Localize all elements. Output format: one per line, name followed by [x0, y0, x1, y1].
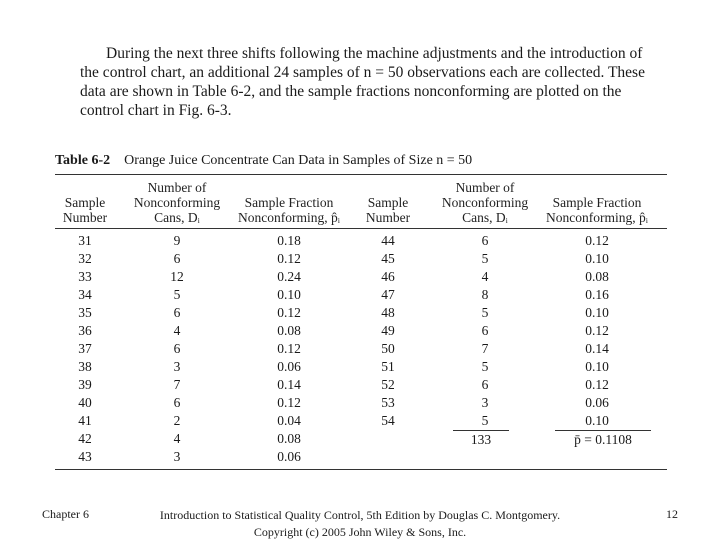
right-nonconforming-cans-cell: 133 [453, 430, 509, 449]
header-fraction-right [541, 195, 653, 225]
left-nonconforming-cans-cell: 4 [173, 323, 181, 338]
left-sample-number-cell: 38 [78, 359, 92, 374]
intro-paragraph [80, 44, 660, 120]
table-row [55, 394, 667, 412]
left-nonconforming-cans-cell: 5 [173, 287, 181, 302]
table-row [55, 340, 667, 358]
left-sample-fraction-cell: 0.14 [277, 377, 301, 392]
left-sample-number-cell: 42 [78, 431, 92, 446]
footer-page-number: 12 [666, 507, 678, 521]
right-sample-number-cell: 49 [381, 323, 395, 338]
right-sample-number-cell: 45 [381, 251, 395, 266]
table-top-rule [55, 174, 667, 175]
left-nonconforming-cans-cell: 4 [173, 431, 181, 446]
left-nonconforming-cans-cell: 6 [173, 395, 181, 410]
header-fraction-left [231, 195, 347, 225]
right-sample-number-cell: 51 [381, 359, 395, 374]
footer-chapter: Chapter 6 [42, 507, 89, 521]
left-sample-number-cell: 34 [78, 287, 92, 302]
footer-citation-line2: Copyright (c) 2005 John Wiley & Sons, Inc. [253, 525, 467, 539]
right-sample-fraction-cell: 0.08 [585, 269, 609, 284]
right-sample-fraction-cell: 0.10 [585, 305, 609, 320]
left-sample-fraction-cell: 0.04 [277, 413, 301, 428]
table-bottom-rule [55, 469, 667, 470]
left-sample-fraction-cell: 0.06 [277, 359, 301, 374]
right-sample-number-cell: 44 [381, 233, 395, 248]
right-nonconforming-cans-cell: 5 [481, 413, 489, 428]
left-sample-fraction-cell: 0.12 [277, 251, 301, 266]
right-nonconforming-cans-cell: 5 [481, 359, 489, 374]
intro-text: During the next three shifts following the machine adjustments and the introduction of the control chart, an additional 24 samples of n = 50 observations each are collected. These data are shown in Table 6-2, and the sample fractions nonconforming are plotted on the control chart in Fig. 6-3. [80, 45, 645, 119]
left-sample-number-cell: 37 [78, 341, 92, 356]
right-sample-fraction-cell: 0.12 [585, 323, 609, 338]
right-sample-number-cell: 46 [381, 269, 395, 284]
left-nonconforming-cans-cell: 3 [173, 449, 181, 464]
left-sample-fraction-cell: 0.08 [277, 431, 301, 446]
table-row [55, 412, 667, 430]
footer-citation-line1: Introduction to Statistical Quality Control, 5th Edition by Douglas C. Montgomery. [159, 508, 561, 522]
right-sample-number-cell: 50 [381, 341, 395, 356]
table-row [55, 304, 667, 322]
left-sample-fraction-cell: 0.10 [277, 287, 301, 302]
header-line: Number [62, 210, 108, 225]
header-line: Nonconforming [441, 195, 529, 210]
table-row [55, 268, 667, 286]
left-nonconforming-cans-cell: 9 [173, 233, 181, 248]
header-nonconforming-right [429, 180, 541, 225]
table-caption: Orange Juice Concentrate Can Data in Samples of Size n = 50 [124, 153, 473, 168]
right-nonconforming-cans-cell: 4 [481, 269, 489, 284]
right-sample-number-cell: 48 [381, 305, 395, 320]
right-sample-fraction-cell: 0.12 [585, 233, 609, 248]
header-line: Sample [367, 195, 409, 210]
left-sample-fraction-cell: 0.24 [277, 269, 301, 284]
left-sample-number-cell: 40 [78, 395, 92, 410]
left-sample-number-cell: 39 [78, 377, 92, 392]
table-row [55, 286, 667, 304]
right-sample-fraction-cell: 0.10 [585, 359, 609, 374]
right-sample-fraction-cell: 0.12 [585, 377, 609, 392]
right-sample-number-cell: 53 [381, 395, 395, 410]
right-sample-fraction-cell: 0.14 [585, 341, 609, 356]
right-nonconforming-cans-cell: 7 [481, 341, 489, 356]
header-line: Sample [64, 195, 106, 210]
header-line: Sample Fraction [552, 195, 642, 210]
left-nonconforming-cans-cell: 6 [173, 251, 181, 266]
left-sample-number-cell: 43 [78, 449, 92, 464]
table-body [55, 232, 667, 466]
header-line: Number of [147, 180, 207, 195]
left-sample-number-cell: 32 [78, 251, 92, 266]
right-sample-fraction-cell: 0.10 [585, 413, 609, 428]
left-sample-fraction-cell: 0.12 [277, 341, 301, 356]
left-sample-number-cell: 31 [78, 233, 92, 248]
header-sample-number-left [55, 195, 115, 225]
left-nonconforming-cans-cell: 6 [173, 341, 181, 356]
header-sample-number-right [355, 195, 421, 225]
header-line: Number of [455, 180, 515, 195]
header-line: Nonconforming, p̂ᵢ [238, 210, 340, 225]
left-sample-number-cell: 35 [78, 305, 92, 320]
table-row [55, 448, 667, 466]
header-line: Number [365, 210, 411, 225]
table-number: Table 6-2 [55, 153, 111, 168]
left-nonconforming-cans-cell: 3 [173, 359, 181, 374]
right-nonconforming-cans-cell: 5 [481, 305, 489, 320]
left-nonconforming-cans-cell: 12 [170, 269, 184, 284]
right-sample-fraction-cell: p̄ = 0.1108 [555, 430, 651, 449]
right-sample-fraction-cell: 0.06 [585, 395, 609, 410]
header-line: Nonconforming, p̂ᵢ [546, 210, 648, 225]
left-sample-fraction-cell: 0.18 [277, 233, 301, 248]
right-sample-number-cell: 47 [381, 287, 395, 302]
header-line: Nonconforming [133, 195, 221, 210]
left-sample-number-cell: 33 [78, 269, 92, 284]
table-title [55, 153, 472, 169]
header-line: Cans, Dᵢ [154, 210, 200, 225]
right-nonconforming-cans-cell: 5 [481, 251, 489, 266]
right-nonconforming-cans-cell: 6 [481, 377, 489, 392]
left-nonconforming-cans-cell: 6 [173, 305, 181, 320]
right-sample-fraction-cell: 0.10 [585, 251, 609, 266]
left-sample-fraction-cell: 0.06 [277, 449, 301, 464]
left-nonconforming-cans-cell: 7 [173, 377, 181, 392]
left-sample-fraction-cell: 0.12 [277, 305, 301, 320]
table-row [55, 430, 667, 448]
right-nonconforming-cans-cell: 6 [481, 323, 489, 338]
table-header-row [55, 180, 667, 226]
table-row [55, 250, 667, 268]
table-row [55, 376, 667, 394]
header-line: Sample Fraction [244, 195, 334, 210]
left-sample-fraction-cell: 0.12 [277, 395, 301, 410]
header-line: Cans, Dᵢ [462, 210, 508, 225]
right-nonconforming-cans-cell: 6 [481, 233, 489, 248]
left-sample-number-cell: 36 [78, 323, 92, 338]
left-nonconforming-cans-cell: 2 [173, 413, 181, 428]
footer-citation [150, 507, 570, 541]
left-sample-number-cell: 41 [78, 413, 92, 428]
right-nonconforming-cans-cell: 3 [481, 395, 489, 410]
right-sample-fraction-cell: 0.16 [585, 287, 609, 302]
table-row [55, 232, 667, 250]
header-nonconforming-left [129, 180, 225, 225]
right-sample-number-cell: 52 [381, 377, 395, 392]
table-row [55, 358, 667, 376]
table-header-rule [55, 228, 667, 229]
table-row [55, 322, 667, 340]
left-sample-fraction-cell: 0.08 [277, 323, 301, 338]
right-nonconforming-cans-cell: 8 [481, 287, 489, 302]
right-sample-number-cell: 54 [381, 413, 395, 428]
